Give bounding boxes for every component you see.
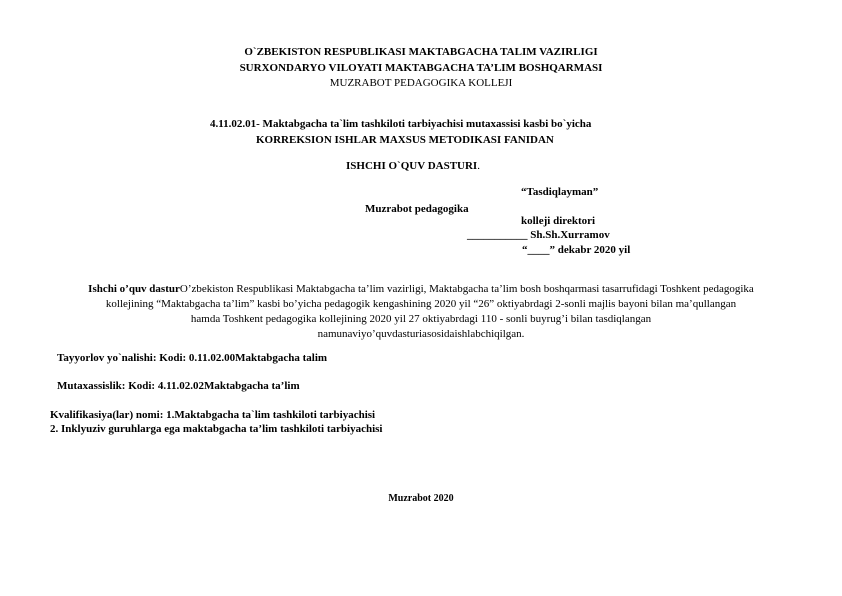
intro-line-3: hamda Toshkent pedagogika kollejining 2020 yil 27 oktiyabrdagi 110 - sonli buyrug’i bilan tasdiqlangan: [190, 313, 652, 325]
qualification-line-1: Kvalifikasiya(lar) nomi: 1.Maktabgacha ta`lim tashkiloti tarbiyachisi: [50, 409, 376, 421]
region-heading: SURXONDARYO VILOYATI MAKTABGACHA TA’LIM BOSHQARMASI: [239, 62, 603, 74]
approval-position: kolleji direktori: [521, 215, 596, 227]
intro-line-2: kollejining “Maktabgacha ta’lim” kasbi bo’yicha pedagogik kengashining 2020 yil “26” oktiyabrdagi 2-sonli majlis bayoni bilan ma’qullangan: [105, 298, 737, 310]
qualification-line-2: 2. Inklyuziv guruhlarga ega maktabgacha ta’lim tashkiloti tarbiyachisi: [50, 423, 383, 435]
intro-line-1-text: O’zbekiston Respublikasi Maktabgacha ta’lim vazirligi, Maktabgacha ta’lim bosh boshqarmasi tasarrufidagi Toshkent pedagogika: [179, 283, 754, 295]
college-heading: MUZRABOT PEDAGOGIKA KOLLEJI: [329, 77, 513, 89]
specialty-code-line: 4.11.02.01- Maktabgacha ta`lim tashkiloti tarbiyachisi mutaxassisi kasbi bo`yicha: [210, 118, 592, 130]
document-title: [346, 160, 480, 173]
intro-lead: Ishchi o’quv dastur: [88, 283, 180, 295]
approval-signature: ___________ Sh.Sh.Xurramov: [467, 229, 610, 241]
ministry-heading: O`ZBEKISTON RESPUBLIKASI MAKTABGACHA TALIM VAZIRLIGI: [244, 46, 598, 58]
document-title-text: ISHCHI O`QUV DASTURI: [346, 160, 478, 172]
approval-heading: “Tasdiqlayman”: [521, 186, 599, 198]
intro-line-1: [60, 282, 782, 297]
approval-organization: Muzrabot pedagogika: [365, 203, 469, 215]
discipline-title: KORREKSION ISHLAR MAXSUS METODIKASI FANIDAN: [256, 134, 554, 146]
document-title-period: .: [477, 160, 480, 172]
specialty-field: Mutaxassislik: Kodi: 4.11.02.02Maktabgacha ta’lim: [57, 380, 300, 392]
intro-line-4: namunaviyo’quvdasturiasosidaishlabchiqilgan.: [317, 328, 525, 340]
training-direction: Tayyorlov yo`nalishi: Kodi: 0.11.02.00Maktabgacha talim: [57, 352, 328, 364]
intro-paragraph: [60, 282, 782, 342]
approval-date: “____” dekabr 2020 yil: [522, 244, 631, 256]
place-and-year: Muzrabot 2020: [388, 493, 454, 504]
